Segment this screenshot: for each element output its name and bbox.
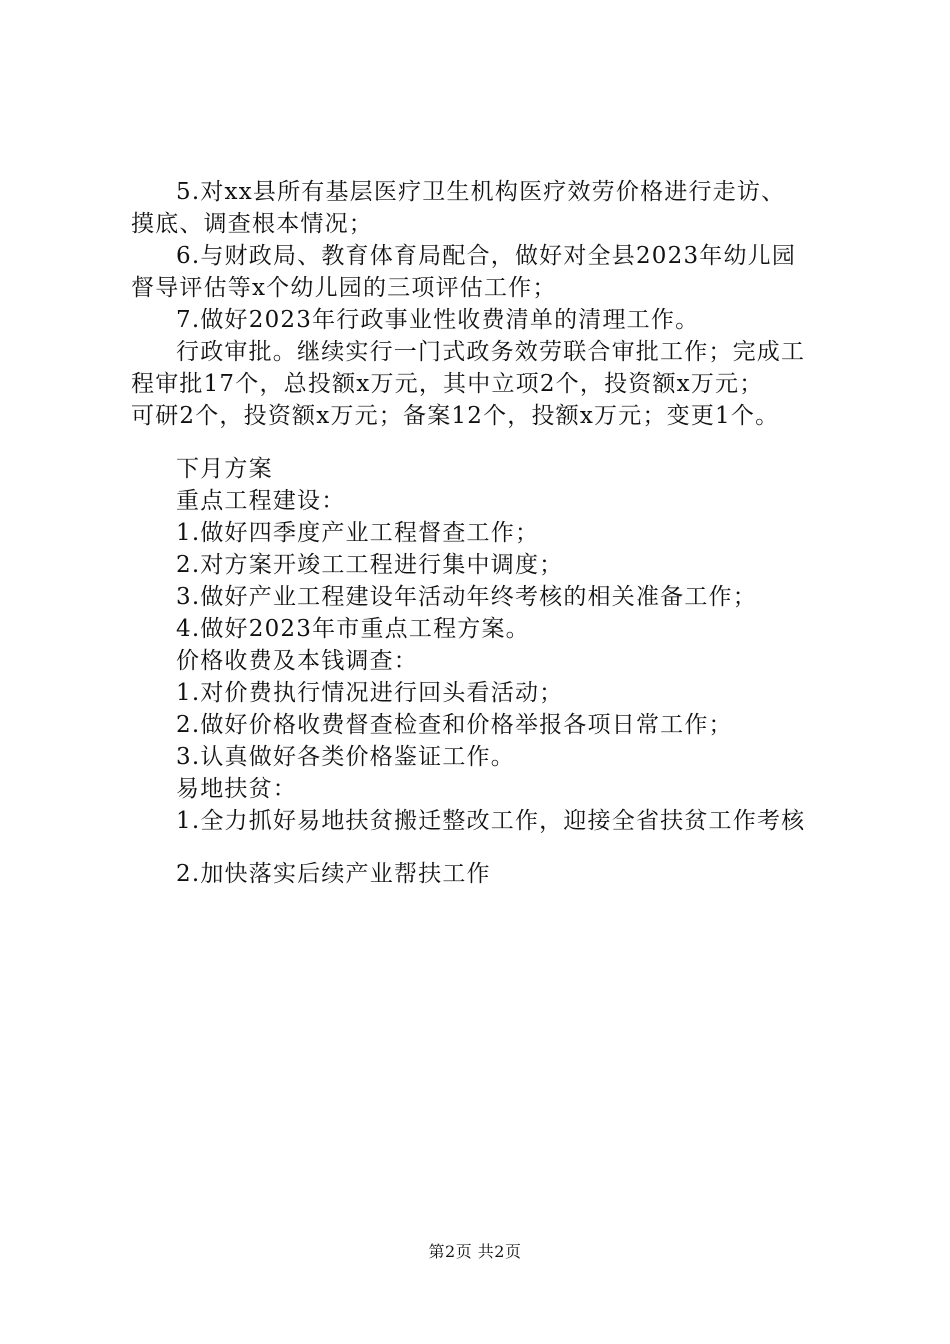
page-footer: 第2页 共2页 — [428, 1242, 522, 1261]
subsection-heading: 重点工程建设： — [176, 488, 346, 514]
paragraph-line: 可研2个，投资额x万元；备案12个，投额x万元；变更1个。 — [131, 403, 780, 429]
list-item: 2.对方案开竣工工程进行集中调度； — [176, 552, 564, 578]
list-item: 2.做好价格收费督查检查和价格举报各项日常工作； — [176, 712, 733, 738]
list-item: 4.做好2023年市重点工程方案。 — [176, 616, 530, 642]
paragraph-line: 行政审批。继续实行一门式政务效劳联合审批工作；完成工 — [176, 339, 806, 365]
list-item: 1.对价费执行情况进行回头看活动； — [176, 680, 564, 706]
subsection-heading: 价格收费及本钱调查： — [176, 648, 418, 674]
list-item: 1.全力抓好易地扶贫搬迁整改工作，迎接全省扶贫工作考核 — [176, 808, 806, 834]
subsection-heading: 易地扶贫： — [176, 776, 297, 802]
list-item: 3.做好产业工程建设年活动年终考核的相关准备工作； — [176, 584, 757, 610]
paragraph-line: 程审批17个，总投额x万元，其中立项2个，投资额x万元； — [131, 371, 764, 397]
paragraph-line: 6.与财政局、教育体育局配合，做好对全县2023年幼儿园 — [176, 243, 797, 269]
list-item: 1.做好四季度产业工程督查工作； — [176, 520, 540, 546]
list-item: 2.加快落实后续产业帮扶工作 — [176, 861, 491, 887]
list-item: 3.认真做好各类价格鉴证工作。 — [176, 744, 515, 770]
paragraph-line: 5.对xx县所有基层医疗卫生机构医疗效劳价格进行走访、 — [176, 179, 786, 205]
paragraph-line: 7.做好2023年行政事业性收费清单的清理工作。 — [176, 307, 700, 333]
section-heading: 下月方案 — [176, 456, 273, 482]
paragraph-line: 摸底、调查根本情况； — [131, 211, 373, 237]
paragraph-line: 督导评估等x个幼儿园的三项评估工作； — [131, 275, 557, 301]
